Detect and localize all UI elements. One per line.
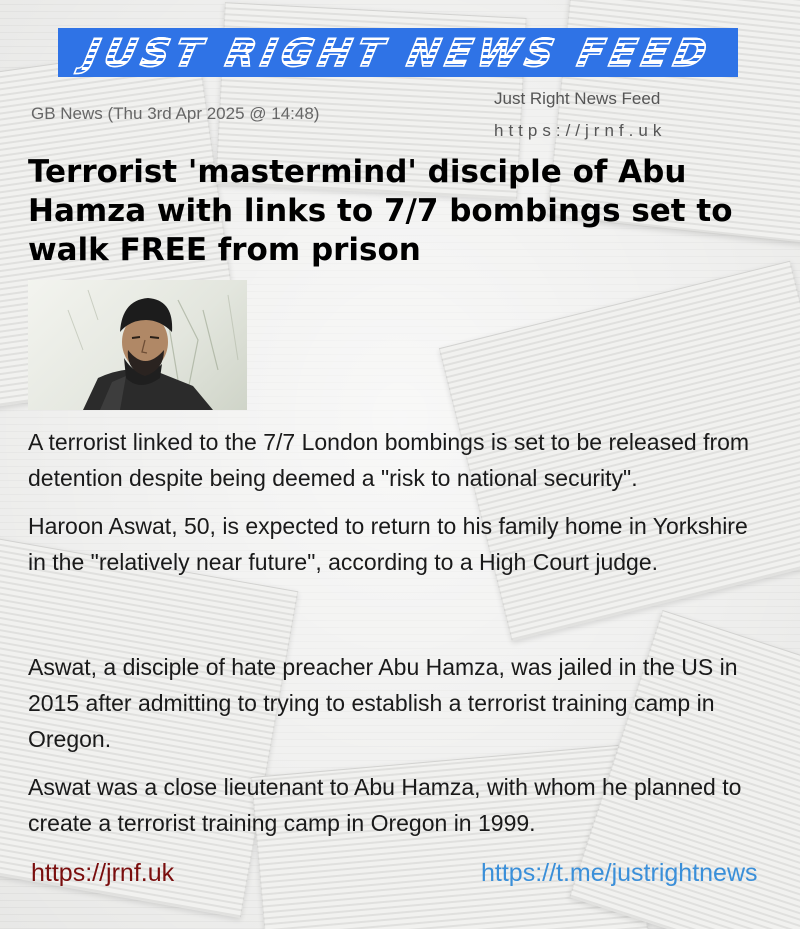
article-paragraph-1: A terrorist linked to the 7/7 London bombings is set to be released from detention despite being deemed a "risk to national security".	[28, 429, 750, 491]
article-paragraph-4: Aswat was a close lieutenant to Abu Hamza, with whom he planned to create a terrorist training camp in Oregon in 1999.	[28, 774, 742, 836]
article-paragraph-2: Haroon Aswat, 50, is expected to return to his family home in Yorkshire in the "relatively near future", according to a High Court judge.	[28, 513, 748, 575]
telegram-link[interactable]: https://t.me/justrightnews	[481, 859, 758, 887]
site-url: https://jrnf.uk	[494, 121, 667, 140]
site-name: Just Right News Feed	[494, 89, 661, 108]
site-link[interactable]: https://jrnf.uk	[31, 859, 175, 887]
site-banner	[58, 28, 738, 77]
article-paragraph-3: Aswat, a disciple of hate preacher Abu Hamza, was jailed in the US in 2015 after admitting to trying to establish a terrorist training camp in Oregon.	[28, 654, 738, 752]
court-sketch-image	[28, 280, 247, 410]
source-line: GB News (Thu 3rd Apr 2025 @ 14:48)	[31, 104, 320, 123]
article-photo	[28, 280, 247, 410]
banner-title: JUST RIGHT NEWS FEED	[79, 30, 717, 75]
article-headline: Terrorist 'mastermind' disciple of Abu Hamza with links to 7/7 bombings set to walk FREE from prison	[28, 154, 733, 268]
